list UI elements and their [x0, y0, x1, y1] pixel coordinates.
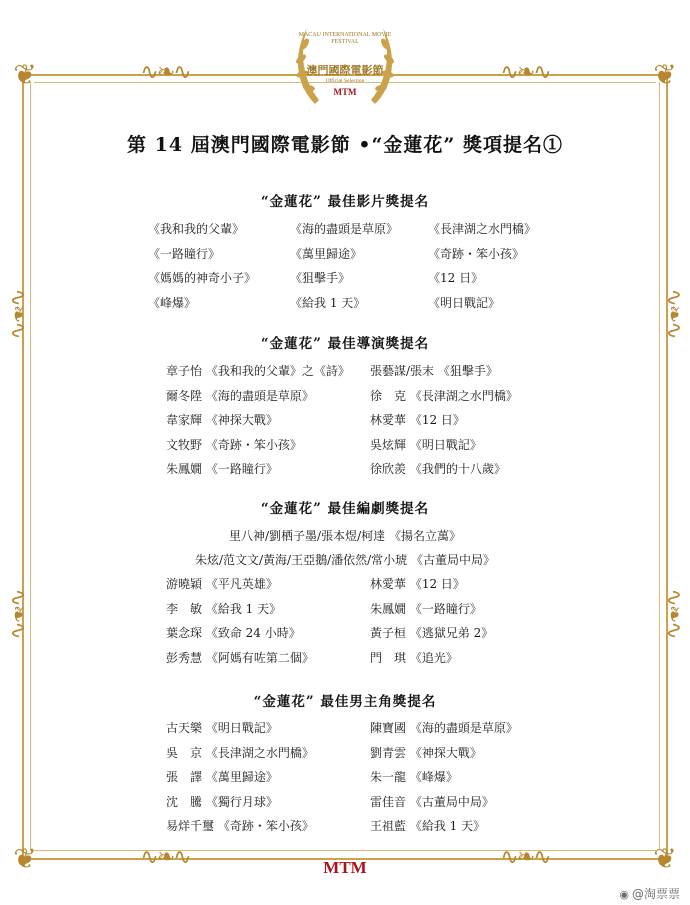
- list-item: 黃子桓 《逃獄兄弟 2》: [370, 626, 494, 640]
- emblem-mtm-logo: MTM: [333, 87, 357, 97]
- corner-ornament-icon: ❦: [653, 58, 677, 91]
- list-item: 游曉穎 《平凡英雄》: [166, 577, 278, 591]
- list-item: 里八神/劉栖子墨/張本煜/柯達 《揚名立萬》: [229, 529, 461, 543]
- list-item: 林愛華 《12 日》: [370, 577, 465, 591]
- list-item: 《峰爆》: [148, 295, 197, 310]
- list-item: 張 譯 《萬里歸途》: [166, 770, 278, 784]
- list-item: 章子怡 《我和我的父輩》之《詩》: [166, 364, 350, 378]
- corner-ornament-icon: ❦: [13, 842, 37, 875]
- weibo-icon: ◉: [619, 888, 629, 901]
- corner-ornament-icon: ❦: [13, 58, 37, 91]
- emblem-english-name: MACAU INTERNATIONAL MOVIE FESTIVAL: [298, 32, 392, 45]
- list-item: 《海的盡頭是草原》: [290, 222, 399, 236]
- list-item: 《奇跡・笨小孩》: [428, 246, 525, 261]
- list-item: 文牧野 《奇跡・笨小孩》: [166, 437, 302, 452]
- list-item: 吳 京 《長津湖之水門橋》: [166, 745, 314, 760]
- list-item: 韋家輝 《神探大戰》: [166, 413, 278, 427]
- list-item: 《萬里歸途》: [290, 246, 363, 261]
- emblem-official-selection: Official Selection: [325, 78, 365, 84]
- list-item: 沈 騰 《獨行月球》: [166, 794, 278, 809]
- frame-inner-bottom: [34, 850, 656, 851]
- list-item: 朱鳳嫺 《一路瞳行》: [370, 601, 482, 616]
- list-item: 門 琪 《追光》: [370, 650, 458, 665]
- list-item: 古天樂 《明日戰記》: [166, 721, 278, 735]
- list-item: 吳炫輝 《明日戰記》: [370, 437, 482, 452]
- footer-mtm-logo: MTM: [323, 858, 367, 877]
- festival-emblem: [285, 14, 405, 114]
- list-item: 《一路瞳行》: [148, 246, 221, 261]
- list-item: 陳寶國 《海的盡頭是草原》: [370, 721, 518, 735]
- list-item: 朱鳳嫺 《一路瞳行》: [166, 462, 278, 476]
- corner-ornament-icon: ❦: [653, 842, 677, 875]
- list-item: 張藝謀/張末 《狙擊手》: [370, 364, 498, 378]
- list-item: 李 敏 《給我 1 天》: [166, 601, 282, 616]
- flourish-ornament-icon: ∿❧∿: [5, 288, 30, 338]
- list-item: 爾冬陞 《海的盡頭是草原》: [166, 388, 314, 403]
- list-item: 《我和我的父輩》: [148, 222, 245, 236]
- list-item: 雷佳音 《古董局中局》: [370, 794, 494, 809]
- list-item: 徐 克 《長津湖之水門橋》: [370, 388, 518, 403]
- list-item: 葉念琛 《致命 24 小時》: [166, 626, 301, 640]
- section-heading-best-screenplay: “金蓮花” 最佳編劇獎提名: [260, 501, 430, 517]
- list-item: 朱炫/范文文/黃海/王亞鵝/潘依然/常小琥 《古董局中局》: [194, 553, 496, 567]
- watermark: [619, 885, 680, 902]
- list-item: 朱一龍 《峰爆》: [370, 770, 458, 784]
- list-item: 《狙擊手》: [290, 271, 351, 285]
- page-title: 第 14 屆澳門國際電影節 •“金蓮花” 獎項提名①: [127, 134, 563, 156]
- list-item: 《媽媽的神奇小子》: [148, 271, 257, 285]
- flourish-ornament-icon: ∿❧∿: [140, 845, 190, 870]
- flourish-ornament-icon: ∿❧∿: [500, 845, 550, 870]
- flourish-ornament-icon: ∿❧∿: [140, 60, 190, 85]
- section-heading-best-actor: “金蓮花” 最佳男主角獎提名: [253, 694, 437, 710]
- emblem-chinese-name: 澳門國際電影節: [306, 65, 384, 77]
- list-item: 徐欣羨 《我們的十八歲》: [370, 462, 506, 476]
- section-heading-best-director: “金蓮花” 最佳導演獎提名: [260, 336, 430, 352]
- list-item: 林愛華 《12 日》: [370, 413, 465, 427]
- flourish-ornament-icon: ∿❧∿: [661, 288, 686, 338]
- list-item: 易烊千璽 《奇跡・笨小孩》: [166, 819, 314, 833]
- list-item: 彭秀慧 《阿媽有咗第二個》: [166, 650, 314, 665]
- list-item: 《給我 1 天》: [290, 295, 366, 310]
- watermark-text: @淘票票: [631, 887, 680, 901]
- list-item: 王祖藍 《給我 1 天》: [370, 819, 486, 833]
- flourish-ornament-icon: ∿❧∿: [500, 60, 550, 85]
- list-item: 《明日戰記》: [428, 295, 501, 310]
- section-heading-best-film: “金蓮花” 最佳影片獎提名: [260, 194, 430, 210]
- flourish-ornament-icon: ∿❧∿: [661, 588, 686, 638]
- list-item: 《長津湖之水門橋》: [428, 222, 537, 236]
- list-item: 《12 日》: [428, 271, 484, 285]
- flourish-ornament-icon: ∿❧∿: [5, 588, 30, 638]
- list-item: 劉青雲 《神探大戰》: [370, 745, 482, 760]
